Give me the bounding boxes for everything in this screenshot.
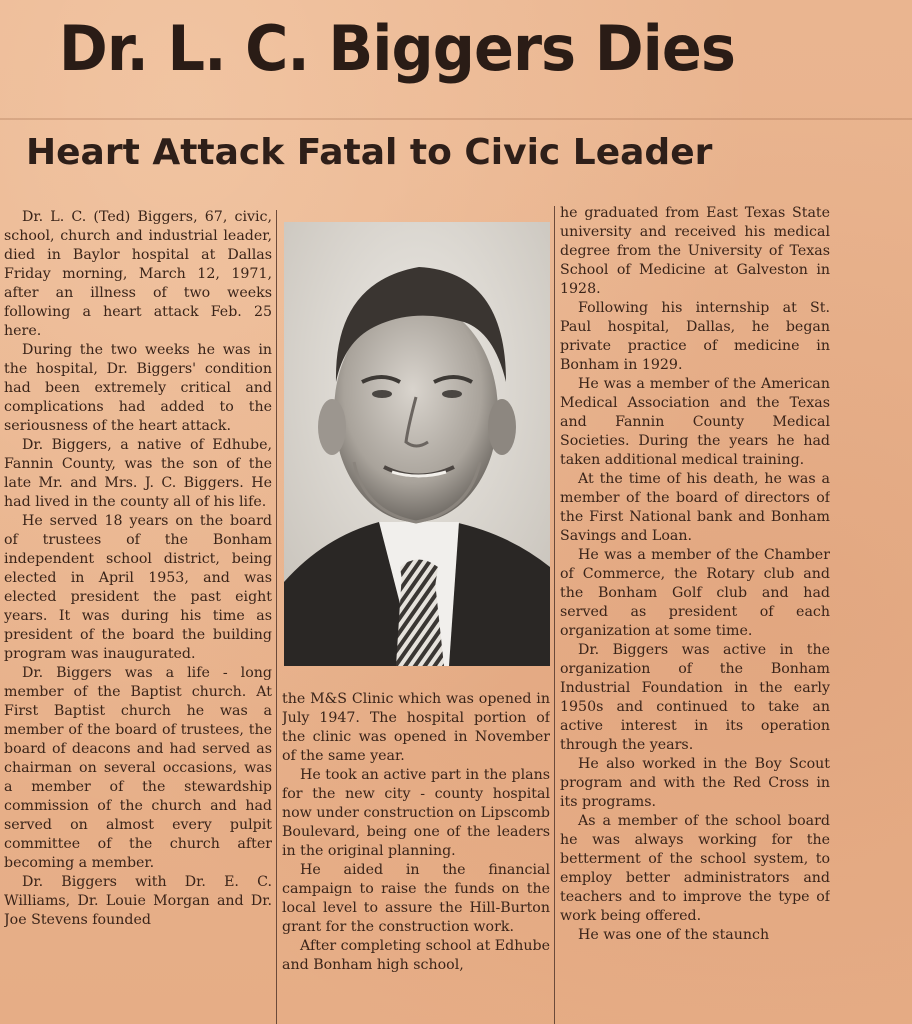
article-column-3 xyxy=(560,204,830,1024)
article-column-2 xyxy=(282,690,550,1024)
column3-paragraph-7: He also worked in the Boy Scout program and with the Red Cross in its programs. xyxy=(560,756,830,810)
portrait-image xyxy=(284,222,550,666)
column2-paragraph-4: After completing school at Edhube and Bonham high school, xyxy=(282,938,550,973)
portrait-photo xyxy=(284,222,550,666)
paper-crease xyxy=(0,118,912,120)
column-divider xyxy=(276,210,277,1024)
column1-paragraph-1: Dr. L. C. (Ted) Biggers, 67, civic, school, church and industrial leader, died in Baylor hospital at Dallas Friday morning, March 12, 1971, after an illness of two weeks following a heart attack Feb. 25 here. xyxy=(4,209,272,339)
column3-paragraph-9: He was one of the staunch xyxy=(578,927,770,943)
column1-paragraph-5: Dr. Biggers was a life - long member of the Baptist church. At First Baptist church he was a member of the board of trustees, the board of deacons and had served as chairman on several occasions, was a member of the stewardship commission of the church and had served on almost every pulpit committee of the church after becoming a member. xyxy=(4,665,272,871)
column1-paragraph-6: Dr. Biggers with Dr. E. C. Williams, Dr. Louie Morgan and Dr. Joe Stevens founded xyxy=(4,874,272,928)
column3-paragraph-8: As a member of the school board he was always working for the betterment of the school system, to employ better administrators and teachers and to improve the type of work being offered. xyxy=(560,813,830,924)
article-column-1 xyxy=(4,208,272,1024)
column3-paragraph-5: He was a member of the Chamber of Commerce, the Rotary club and the Bonham Golf club and had served as president of each organization at some time. xyxy=(560,547,830,639)
column2-paragraph-2: He took an active part in the plans for the new city - county hospital now under construction on Lipscomb Boulevard, being one of the leaders in the original planning. xyxy=(282,767,550,859)
column-divider xyxy=(554,206,555,1024)
subheadline: Heart Attack Fatal to Civic Leader xyxy=(26,132,713,173)
column3-paragraph-6: Dr. Biggers was active in the organization of the Bonham Industrial Foundation in the early 1950s and continued to take an active interest in its operation through the years. xyxy=(560,642,830,753)
column3-paragraph-2: Following his internship at St. Paul hospital, Dallas, he began private practice of medicine in Bonham in 1929. xyxy=(560,300,830,373)
column2-paragraph-1: the M&S Clinic which was opened in July 1947. The hospital portion of the clinic was opened in November of the same year. xyxy=(282,691,550,764)
column1-paragraph-3: Dr. Biggers, a native of Edhube, Fannin County, was the son of the late Mr. and Mrs. J. C. Biggers. He had lived in the county all of his life. xyxy=(4,437,272,510)
column2-paragraph-3: He aided in the financial campaign to raise the funds on the local level to assure the Hill-Burton grant for the construction work. xyxy=(282,862,550,935)
column1-paragraph-4: He served 18 years on the board of trustees of the Bonham independent school district, being elected in April 1953, and was elected president the past eight years. It was during his time as president of the board the building program was inaugurated. xyxy=(4,513,272,662)
column3-paragraph-3: He was a member of the American Medical Association and the Texas and Fannin County Medical Societies. During the years he had taken additional medical training. xyxy=(560,376,830,468)
column1-paragraph-2: During the two weeks he was in the hospital, Dr. Biggers' condition had been extremely critical and complications had added to the seriousness of the heart attack. xyxy=(4,342,272,434)
column3-paragraph-1: he graduated from East Texas State university and received his medical degree from the University of Texas School of Medicine at Galveston in 1928. xyxy=(560,205,830,297)
column3-paragraph-4: At the time of his death, he was a member of the board of directors of the First National bank and Bonham Savings and Loan. xyxy=(560,471,830,544)
headline: Dr. L. C. Biggers Dies xyxy=(58,12,736,85)
